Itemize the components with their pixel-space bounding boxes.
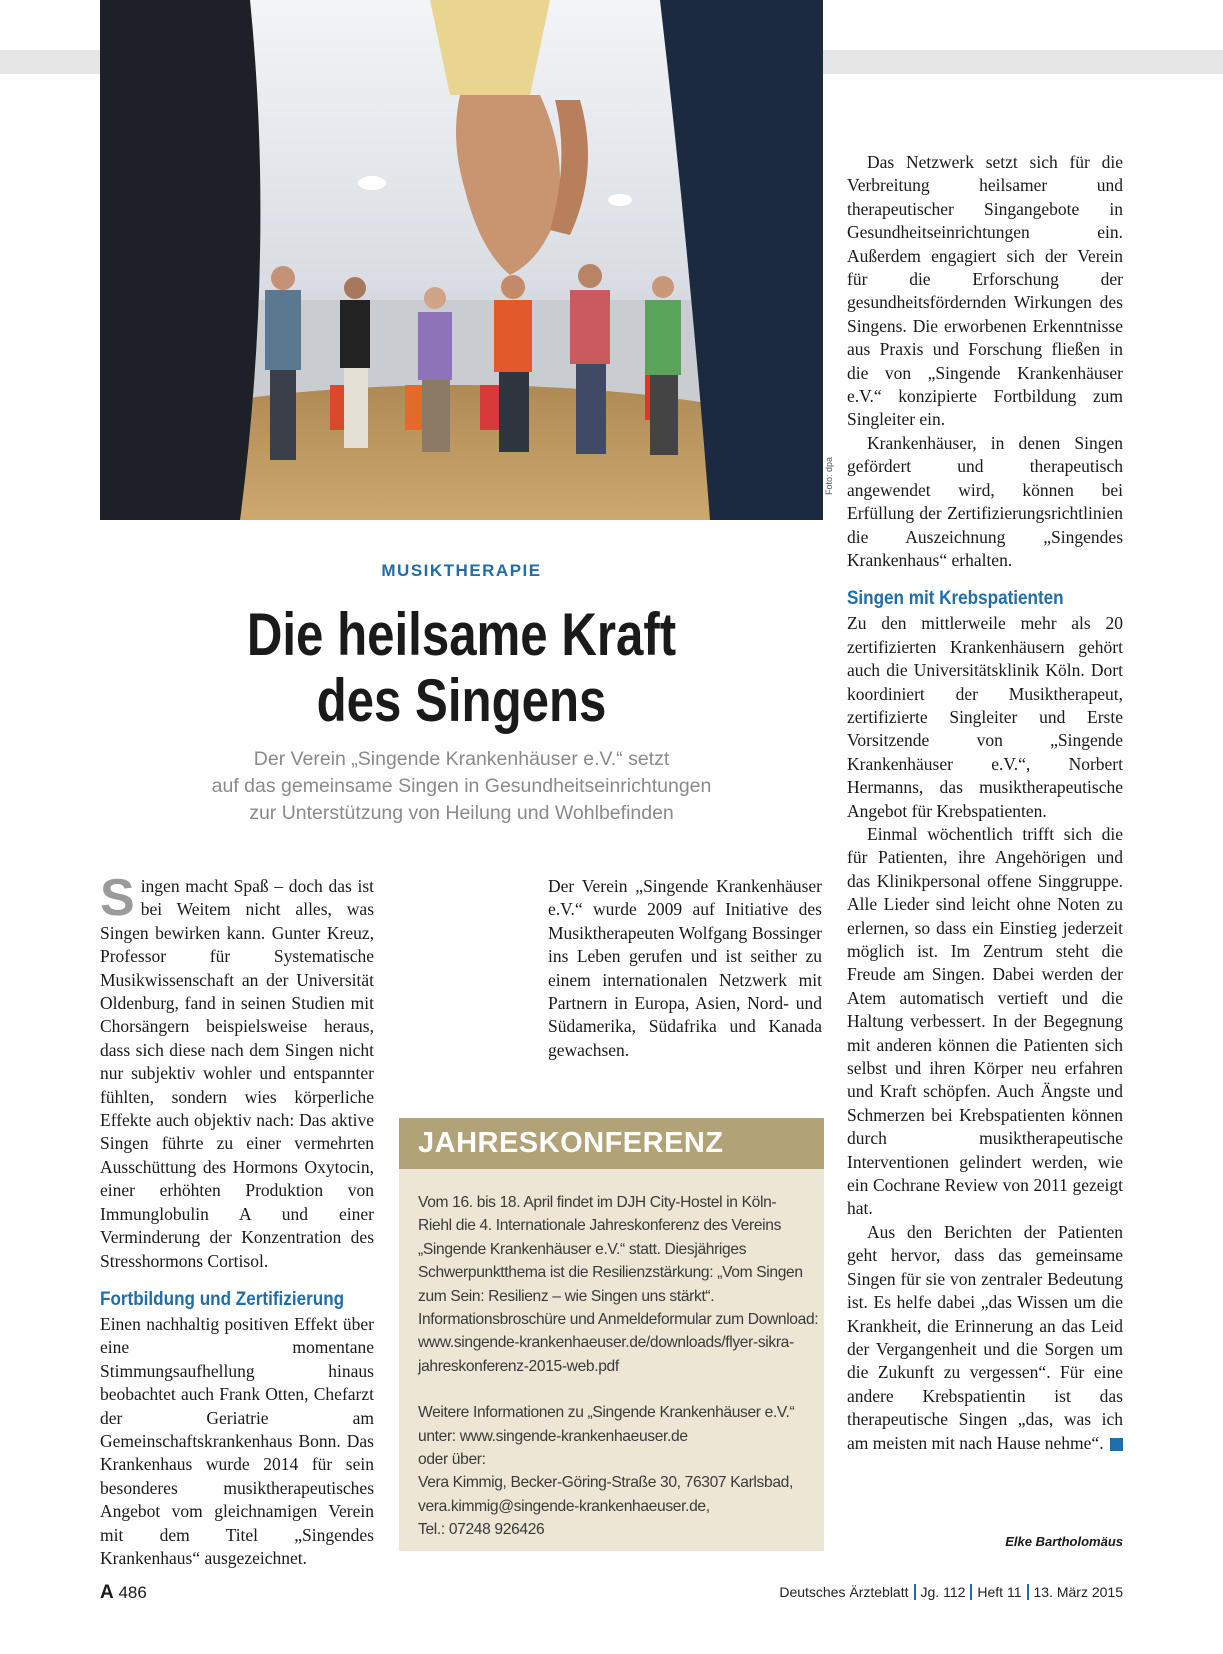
infobox-jahreskonferenz	[399, 1118, 824, 1551]
deck-line-3: zur Unterstützung von Heilung und Wohlbefinden	[249, 802, 674, 824]
text-column-3	[847, 151, 1123, 1455]
journal-date: 13. März 2015	[1033, 1584, 1123, 1600]
dropcap: S	[100, 869, 135, 927]
article-photo	[100, 0, 823, 520]
infobox-line: Informationsbroschüre und Anmeldeformular zum Download:	[418, 1311, 819, 1329]
author-byline: Elke Bartholomäus	[1005, 1534, 1123, 1549]
article-kicker: MUSIKTHERAPIE	[381, 561, 542, 580]
article-headline	[165, 602, 758, 734]
infobox-link[interactable]: jahreskonferenz-2015-web.pdf	[418, 1357, 619, 1375]
paragraph-verein: Der Verein „Singende Krankenhäuser e.V.“ wurde 2009 auf Initiative des Musiktherapeuten Wolfgang Bossinger ins Leben gerufen und ist seither zu einem internationalen Netzwerk mit Partnern in Europa, Asien, Nord- und Südamerika, Südafrika und Kanada gewachsen.	[548, 876, 822, 1060]
infobox-line: zum Sein: Resilienz – wie Singen uns stärkt“.	[418, 1287, 715, 1305]
journal-name: Deutsches Ärzteblatt	[779, 1584, 909, 1600]
infobox-line: Vom 16. bis 18. April findet im DJH City-Hostel in Köln-	[418, 1194, 777, 1211]
page-folio	[100, 1582, 147, 1604]
end-mark-icon	[1110, 1438, 1123, 1451]
subhead-fortbildung: Fortbildung und Zertifizierung	[100, 1288, 345, 1310]
infobox-email[interactable]: vera.kimmig@singende-krankenhaeuser.de,	[418, 1497, 710, 1515]
infobox-phone: Tel.: 07248 926426	[418, 1521, 545, 1539]
journal-volume: Jg. 112	[920, 1584, 966, 1600]
journal-footer	[779, 1584, 1123, 1600]
paragraph-intro: Singen macht Spaß – doch das ist bei Weitem nicht alles, was Singen bewirken kann. Gunter Kreuz, Professor für Systematische Musikwissenschaft an der Universität Oldenburg, fand in seinen Studien mit Chorsängern beispielsweise heraus, dass sich diese nach dem Singen nicht nur subjektiv wohler und entspannter fühlten, sondern wies körperliche Effekte auch objektiv nach: Das aktive Singen führte zu einer vermehrten Ausschüttung des Hormons Oxytocin, einer erhöhten Produktion von Immunglobulin A und einer Verminderung der Konzentration des Stresshormons Cortisol.	[100, 869, 374, 1271]
paragraph-berichte: Aus den Berichten der Patienten geht hervor, dass das gemeinsame Singen für sie von zentraler Bedeutung ist. Es helfe dabei „das Wissen um die Krankheit, die Erinnerung an das Leid der Vergangenheit und die Sorgen um die Zukunft zu vergessen“. Für eine andere Krebspatientin ist das therapeutische Singen „das, was ich am meisten mit nach Hause nehme“.	[847, 1221, 1123, 1453]
text-column-1	[100, 869, 374, 1570]
infobox-line: Riehl die 4. Internationale Jahreskonferenz des Vereins	[418, 1217, 782, 1235]
infobox-line: Schwerpunktthema ist die Resilienzstärkung: „Vom Singen	[418, 1264, 803, 1282]
paragraph-koeln: Zu den mittlerweile mehr als 20 zertifizierten Krankenhäusern gehört auch die Universitätsklinik Köln. Dort koordiniert der Musiktherapeut, zertifizierte Singleiter und Erste Vorsitzende von „Singende Krankenhäuser e.V.“, Norbert Hermanns, das musiktherapeutische Angebot für Krebspatienten.	[847, 613, 1123, 821]
deck-line-2: auf das gemeinsame Singen in Gesundheitseinrichtungen	[211, 775, 712, 797]
photo-credit: Foto: dpa	[824, 456, 834, 495]
paragraph-otten: Einen nachhaltig positiven Effekt über eine momentane Stimmungsaufhellung hinaus beobachtet auch Frank Otten, Chefarzt der Geriatrie am Gemeinschaftskrankenhaus Bonn. Das Krankenhaus wurde 2014 für sein besonderes musiktherapeutisches Angebot vom gleichnamigen Verein mit dem Titel „Singendes Krankenhaus“ ausgezeichnet.	[100, 1313, 374, 1568]
paragraph-auszeichnung: Krankenhäuser, in denen Singen gefördert und therapeutisch angewendet wird, können bei Erfüllung der Zertifizierungsrichtlinien die Auszeichnung „Singendes Krankenhaus“ erhalten.	[847, 432, 1123, 570]
infobox-title: JAHRESKONFERENZ	[399, 1118, 824, 1169]
text-column-2	[548, 875, 822, 1062]
infobox-line: „Singende Krankenhäuser e.V.“ statt. Diesjähriges	[418, 1240, 747, 1258]
paragraph-singgruppe: Einmal wöchentlich trifft sich die für Patienten, ihre Angehörigen und das Klinikpersonal offene Singgruppe. Alle Lieder sind leicht ohne Noten zu erlernen, so dass ein Einstieg jederzeit möglich ist. Im Zentrum steht die Freude am Singen. Dabei werden der Atem automatisch vertieft und die Haltung verbessert. In der Begegnung mit anderen können die Patienten sich selbst und ihren Körper neu erfahren und Kraft schöpfen. Auch Ängste und Schmerzen bei Krebspatienten können durch musiktherapeutische Interventionen gelindert werden, wie ein Cochrane Review von 2011 gezeigt hat.	[847, 823, 1123, 1219]
paragraph-netzwerk: Das Netzwerk setzt sich für die Verbreitung heilsamer und therapeutischer Singangebote in Gesundheitseinrichtungen ein. Außerdem engagiert sich der Verein für die Erforschung der gesundheitsfördernden Wirkungen des Singens. Die erworbenen Erkenntnisse aus Praxis und Forschung fließen in die von „Singende Krankenhäuser e.V.“ konzipierte Fortbildung zum Singleiter ein.	[847, 152, 1123, 430]
page-prefix: A	[100, 1582, 114, 1603]
headline-line-2: des Singens	[316, 667, 607, 734]
infobox-link[interactable]: www.singende-krankenhaeuser.de/downloads/flyer-sikra-	[418, 1334, 794, 1352]
deck-line-1: Der Verein „Singende Krankenhäuser e.V.“ setzt	[253, 748, 670, 770]
headline-line-1: Die heilsame Kraft	[246, 601, 677, 668]
infobox-link[interactable]: unter: www.singende-krankenhaeuser.de	[418, 1427, 688, 1445]
infobox-line: Weitere Informationen zu „Singende Krankenhäuser e.V.“	[418, 1404, 795, 1422]
subhead-krebspatienten: Singen mit Krebspatienten	[847, 588, 1064, 610]
infobox-line: oder über:	[418, 1451, 486, 1469]
article-deck	[100, 746, 823, 827]
page-number: 486	[118, 1583, 147, 1602]
journal-issue: Heft 11	[977, 1584, 1022, 1600]
infobox-line: Vera Kimmig, Becker-Göring-Straße 30, 76307 Karlsbad,	[418, 1474, 793, 1492]
infobox-body	[399, 1169, 824, 1542]
